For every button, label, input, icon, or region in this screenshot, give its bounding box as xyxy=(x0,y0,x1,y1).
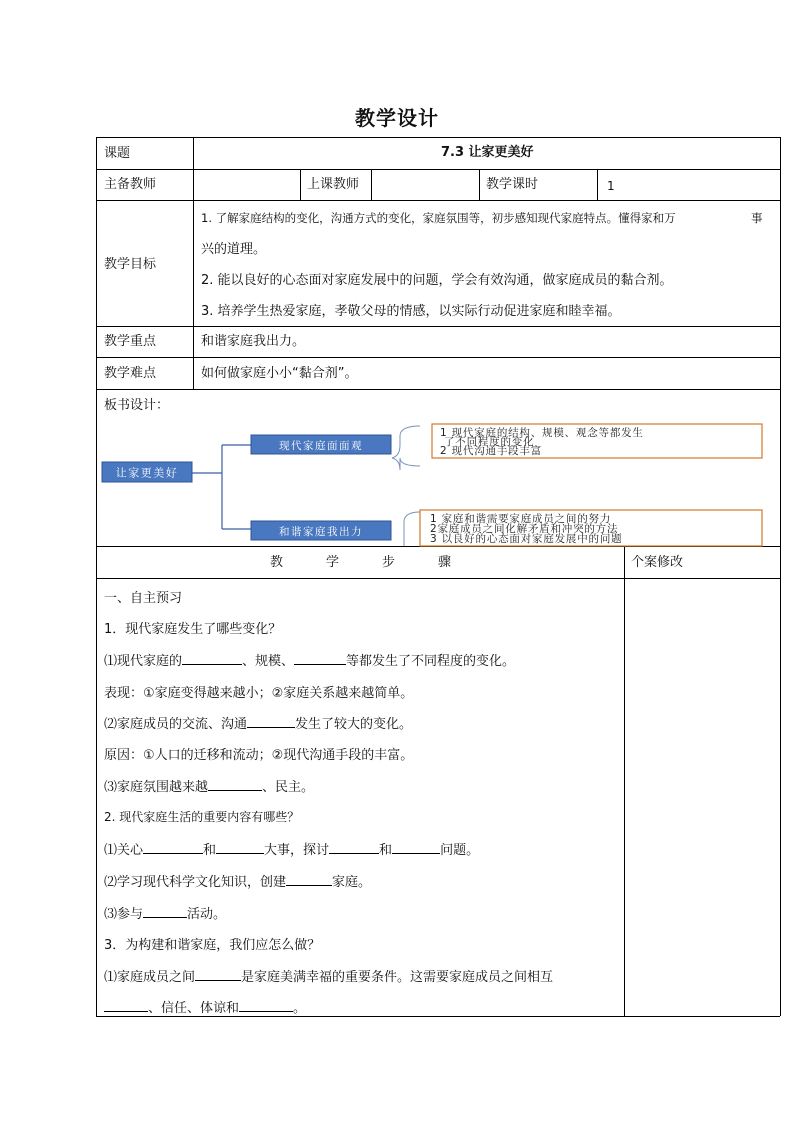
class-teacher-label: 上课教师 xyxy=(307,177,360,192)
hours-value: 1 xyxy=(607,179,615,193)
fill-blank xyxy=(143,905,187,918)
fill-blank xyxy=(239,999,293,1012)
difficulty-value: 如何做家庭小小“黏合剂”。 xyxy=(201,366,358,381)
fill-blank xyxy=(195,968,241,981)
board-brace-1 xyxy=(392,426,420,470)
revise-label: 个案修改 xyxy=(631,555,684,570)
question-2-item-3: ⑶参与 活动。 xyxy=(104,907,227,922)
fill-blank xyxy=(294,652,346,665)
goal-1-line-end: 事 xyxy=(751,211,763,225)
section-title: 一、自主预习 xyxy=(104,591,183,606)
fill-blank xyxy=(208,778,262,791)
steps-header-char-1: 教 xyxy=(270,555,284,570)
steps-header-char-4: 骤 xyxy=(438,555,452,570)
question-3-item-1-cont: 、信任、体谅和 。 xyxy=(104,997,306,1016)
main-teacher-label: 主备教师 xyxy=(104,177,157,192)
fill-blank xyxy=(392,841,440,854)
goal-1-cont: 兴的道理。 xyxy=(201,242,267,257)
question-1-item-2: ⑵家庭成员的交流、沟通 发生了较大的变化。 xyxy=(104,717,413,732)
fill-blank xyxy=(247,715,295,728)
goals-label: 教学目标 xyxy=(104,257,157,272)
fill-blank xyxy=(216,841,264,854)
fill-blank xyxy=(182,652,242,665)
steps-header-char-3: 步 xyxy=(382,555,396,570)
board-note-2a: 1 家庭和谐需要家庭成员之间的努力 xyxy=(430,513,612,525)
board-note-1c: 2 现代沟通手段丰富 xyxy=(440,445,543,457)
goal-1-line: 1. 了解家庭结构的变化，沟通方式的变化，家庭氛围等，初步感知现代家庭特点。懂得家和万 xyxy=(201,211,676,225)
board-branch-1-text: 现代家庭面面观 xyxy=(279,440,363,452)
board-root-box xyxy=(102,462,192,482)
board-branch-1 xyxy=(251,435,391,454)
board-branch-2 xyxy=(251,521,391,540)
topic-label: 课题 xyxy=(104,146,131,161)
board-note-1b: 了不同程度的变化 xyxy=(444,436,535,448)
question-1: 1．现代家庭发生了哪些变化？ xyxy=(104,622,282,637)
board-branch-2-text: 和谐家庭我出力 xyxy=(279,526,363,538)
steps-header-char-2: 学 xyxy=(326,555,340,570)
key-point-label: 教学重点 xyxy=(104,334,157,349)
board-note-1a: 1 现代家庭的结构、规模、观念等都发生 xyxy=(440,427,644,439)
board-root-text: 让家更美好 xyxy=(115,466,179,480)
question-2-item-1: ⑴关心 和 大事，探讨 和 问题。 xyxy=(104,843,480,858)
board-brace-2 xyxy=(404,512,420,546)
question-2-item-2: ⑵学习现代科学文化知识，创建 家庭。 xyxy=(104,875,372,890)
question-2: 2. 现代家庭生活的重要内容有哪些？ xyxy=(104,810,300,824)
board-note-2b: 2家庭成员之间化解矛盾和冲突的方法 xyxy=(430,523,619,535)
goal-2: 2. 能以良好的心态面对家庭发展中的问题，学会有效沟通，做家庭成员的黏合剂。 xyxy=(201,273,673,288)
fill-blank xyxy=(329,841,379,854)
question-3: 3．为构建和谐家庭，我们应怎么做？ xyxy=(104,938,321,953)
difficulty-label: 教学难点 xyxy=(104,366,157,381)
fill-blank xyxy=(286,873,332,886)
question-1-reason: 原因：①人口的迁移和流动；②现代沟通手段的丰富。 xyxy=(104,748,414,763)
question-1-item-1: ⑴现代家庭的 、规模、 等都发生了不同程度的变化。 xyxy=(104,654,516,669)
board-note-2c: 3 以良好的心态面对家庭发展中的问题 xyxy=(430,533,623,545)
goal-3: 3. 培养学生热爱家庭，孝敬父母的情感，以实际行动促进家庭和睦幸福。 xyxy=(201,304,621,319)
board-label: 板书设计： xyxy=(104,398,170,413)
page-title: 教学设计 xyxy=(355,106,439,130)
question-1-item-3: ⑶家庭氛围越来越 、民主。 xyxy=(104,780,315,795)
topic-value: 7.3 让家更美好 xyxy=(441,145,534,160)
fill-blank xyxy=(143,841,203,854)
hours-label: 教学课时 xyxy=(486,177,539,192)
question-3-item-1: ⑴家庭成员之间 是家庭美满幸福的重要条件。这需要家庭成员之间相互 xyxy=(104,970,554,985)
key-point-value: 和谐家庭我出力。 xyxy=(201,334,306,349)
fill-blank xyxy=(104,999,148,1012)
question-1-show: 表现：①家庭变得越来越小；②家庭关系越来越简单。 xyxy=(104,686,414,701)
